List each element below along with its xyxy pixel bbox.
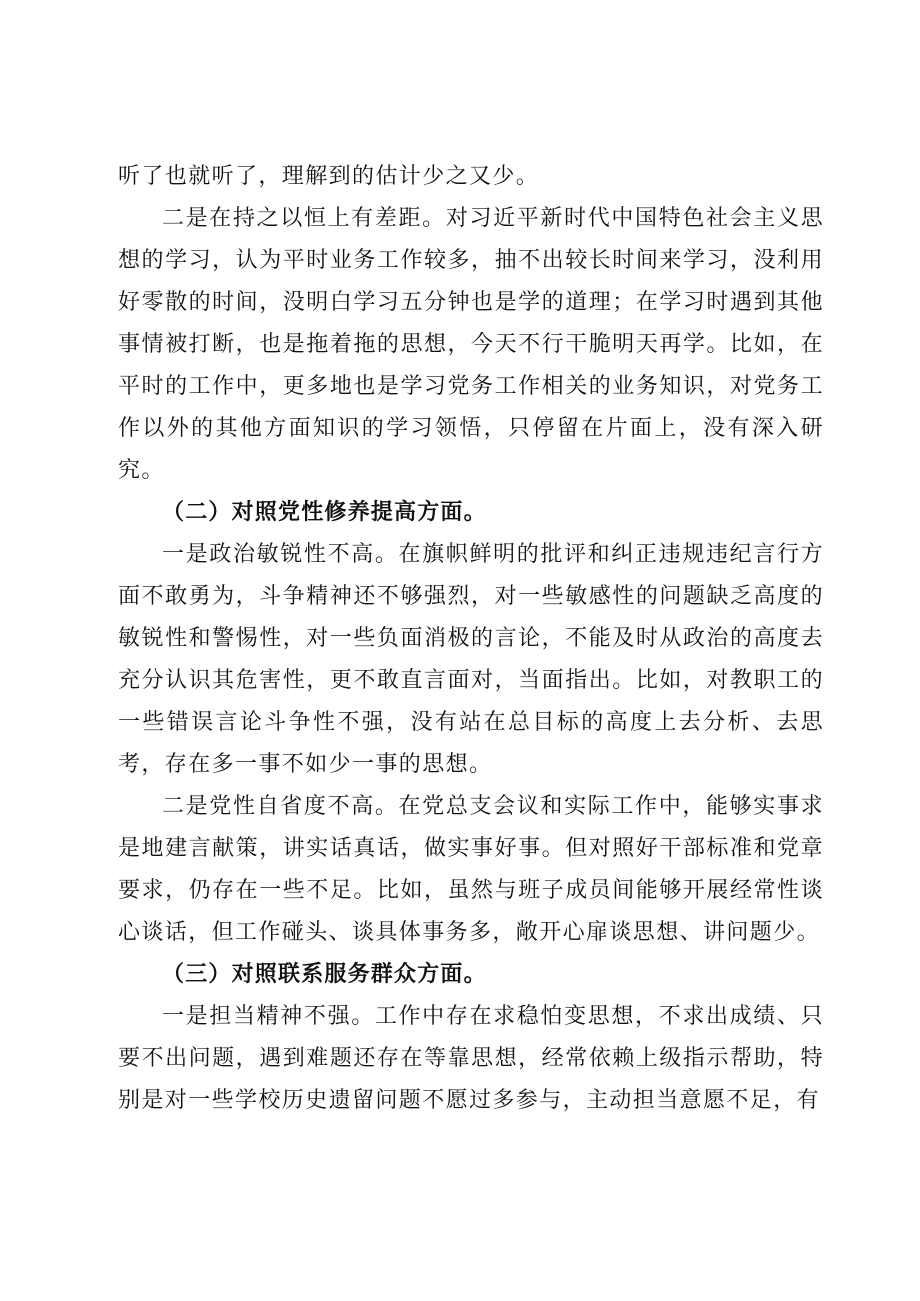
document-page (118, 156, 824, 1122)
section-heading-serving-masses: （三）对照联系服务群众方面。 (162, 962, 487, 987)
paragraph-responsibility: 一是担当精神不强。工作中存在求稳怕变思想，不求出成绩、只要不出问题，遇到难题还存在等靠思想，经常依赖上级指示帮助，特别是对一些学校历史遗留问题不愿过多参与，主动担当意愿不足，有 (118, 1004, 824, 1113)
paragraph-political-sensitivity: 一是政治敏锐性不高。在旗帜鲜明的批评和纠正违规违纪言行方面不敢勇为，斗争精神还不够强烈，对一些敏感性的问题缺乏高度的敏锐性和警惕性，对一些负面消极的言论，不能及时从政治的高度去充分认识其危害性，更不敢直言面对，当面指出。比如，对教职工的一些错误言论斗争性不强，没有站在总目标的高度上去分析、去思考，存在多一事不如少一事的思想。 (118, 542, 824, 777)
paragraph-persistence-gap: 二是在持之以恒上有差距。对习近平新时代中国特色社会主义思想的学习，认为平时业务工作较多，抽不出较长时间来学习，没利用好零散的时间，没明白学习五分钟也是学的道理；在学习时遇到其他事情被打断，也是拖着拖的思想，今天不行干脆明天再学。比如，在平时的工作中，更多地也是学习党务工作相关的业务知识，对党务工作以外的其他方面知识的学习领悟，只停留在片面上，没有深入研究。 (118, 206, 824, 483)
section-heading-party-spirit: （二）对照党性修养提高方面。 (162, 500, 487, 525)
paragraph-self-reflection: 二是党性自省度不高。在党总支会议和实际工作中，能够实事求是地建言献策，讲实话真话，做实事好事。但对照好干部标准和党章要求，仍存在一些不足。比如，虽然与班子成员间能够开展经常性谈心谈话，但工作碰头、谈具体事务多，敞开心扉谈思想、讲问题少。 (118, 794, 824, 945)
paragraph-continuation: 听了也就听了，理解到的估计少之又少。 (118, 164, 540, 189)
